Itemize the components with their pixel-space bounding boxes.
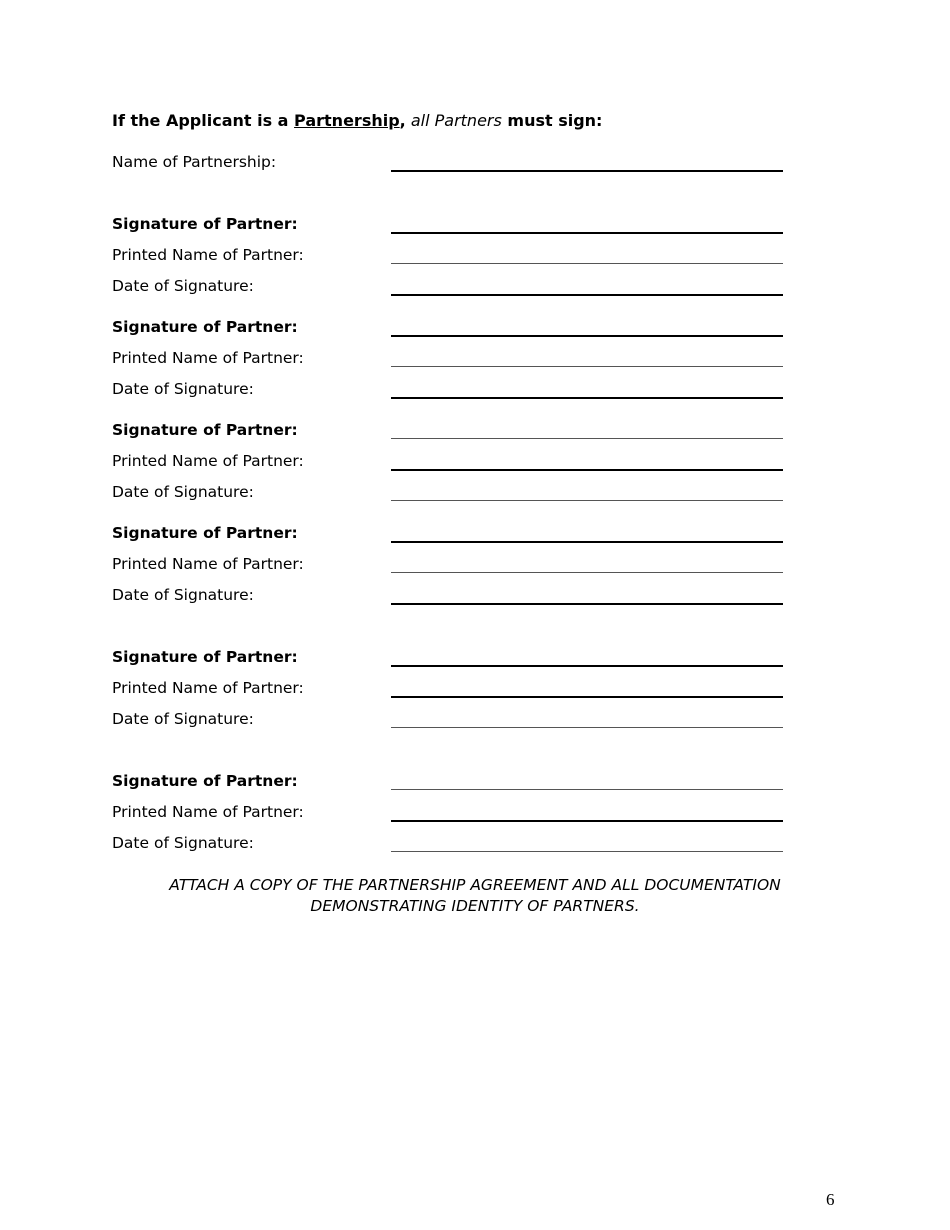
signature-label: Signature of Partner: [112, 772, 298, 790]
signature-label: Signature of Partner: [112, 215, 298, 233]
partner-5-printed-name-row [112, 679, 783, 701]
signature-label: Signature of Partner: [112, 524, 298, 542]
partner-4-printed-name-row [112, 555, 783, 577]
partner-3-signature-field[interactable] [391, 438, 783, 439]
partner-2-printed-name-row [112, 349, 783, 371]
partner-3-date-row [112, 483, 783, 505]
printed-name-label: Printed Name of Partner: [112, 803, 304, 821]
partner-5-signature-field[interactable] [391, 665, 783, 667]
partner-6-signature-field[interactable] [391, 789, 783, 790]
printed-name-label: Printed Name of Partner: [112, 246, 304, 264]
signature-label: Signature of Partner: [112, 421, 298, 439]
partner-1-date-field[interactable] [391, 294, 783, 296]
date-label: Date of Signature: [112, 710, 254, 728]
date-label: Date of Signature: [112, 586, 254, 604]
partner-6-printed-name-field[interactable] [391, 820, 783, 822]
partner-6-printed-name-row [112, 803, 783, 825]
heading-suffix: must sign: [501, 111, 603, 130]
partner-4-signature-field[interactable] [391, 541, 783, 543]
partner-2-date-field[interactable] [391, 397, 783, 399]
partner-1-date-row [112, 277, 783, 299]
partner-3-signature-row [112, 421, 783, 443]
partner-2-printed-name-field[interactable] [391, 366, 783, 367]
partner-5-date-field[interactable] [391, 727, 783, 728]
heading-partnership: Partnership [294, 111, 400, 130]
name-of-partnership-row [112, 153, 783, 175]
partner-6-signature-row [112, 772, 783, 794]
printed-name-label: Printed Name of Partner: [112, 452, 304, 470]
date-label: Date of Signature: [112, 834, 254, 852]
partner-1-printed-name-field[interactable] [391, 263, 783, 264]
section-heading [112, 111, 602, 130]
partner-3-printed-name-field[interactable] [391, 469, 783, 471]
partner-2-signature-field[interactable] [391, 335, 783, 337]
heading-prefix: If the Applicant is a [112, 111, 295, 130]
printed-name-label: Printed Name of Partner: [112, 679, 304, 697]
heading-all-partners: all Partners [405, 111, 502, 130]
heading-comma: , [399, 111, 406, 130]
partner-5-printed-name-field[interactable] [391, 696, 783, 698]
partner-5-date-row [112, 710, 783, 732]
partner-2-date-row [112, 380, 783, 402]
name-of-partnership-field[interactable] [391, 170, 783, 172]
partner-4-signature-row [112, 524, 783, 546]
partner-4-date-row [112, 586, 783, 608]
printed-name-label: Printed Name of Partner: [112, 349, 304, 367]
partner-4-date-field[interactable] [391, 603, 783, 605]
partner-6-date-field[interactable] [391, 851, 783, 852]
partner-1-signature-field[interactable] [391, 232, 783, 234]
partner-3-printed-name-row [112, 452, 783, 474]
date-label: Date of Signature: [112, 380, 254, 398]
attachment-notice: ATTACH A COPY OF THE PARTNERSHIP AGREEMENT AND ALL DOCUMENTATION DEMONSTRATING IDENTITY OF PARTNERS. [169, 876, 781, 915]
page-number: 6 [826, 1190, 835, 1209]
signature-label: Signature of Partner: [112, 648, 298, 666]
printed-name-label: Printed Name of Partner: [112, 555, 304, 573]
partner-6-date-row [112, 834, 783, 856]
signature-label: Signature of Partner: [112, 318, 298, 336]
partner-5-signature-row [112, 648, 783, 670]
partner-3-date-field[interactable] [391, 500, 783, 501]
date-label: Date of Signature: [112, 483, 254, 501]
name-of-partnership-label: Name of Partnership: [112, 153, 277, 171]
date-label: Date of Signature: [112, 277, 254, 295]
partner-1-signature-row [112, 215, 783, 237]
partner-1-printed-name-row [112, 246, 783, 268]
partner-2-signature-row [112, 318, 783, 340]
partner-4-printed-name-field[interactable] [391, 572, 783, 573]
